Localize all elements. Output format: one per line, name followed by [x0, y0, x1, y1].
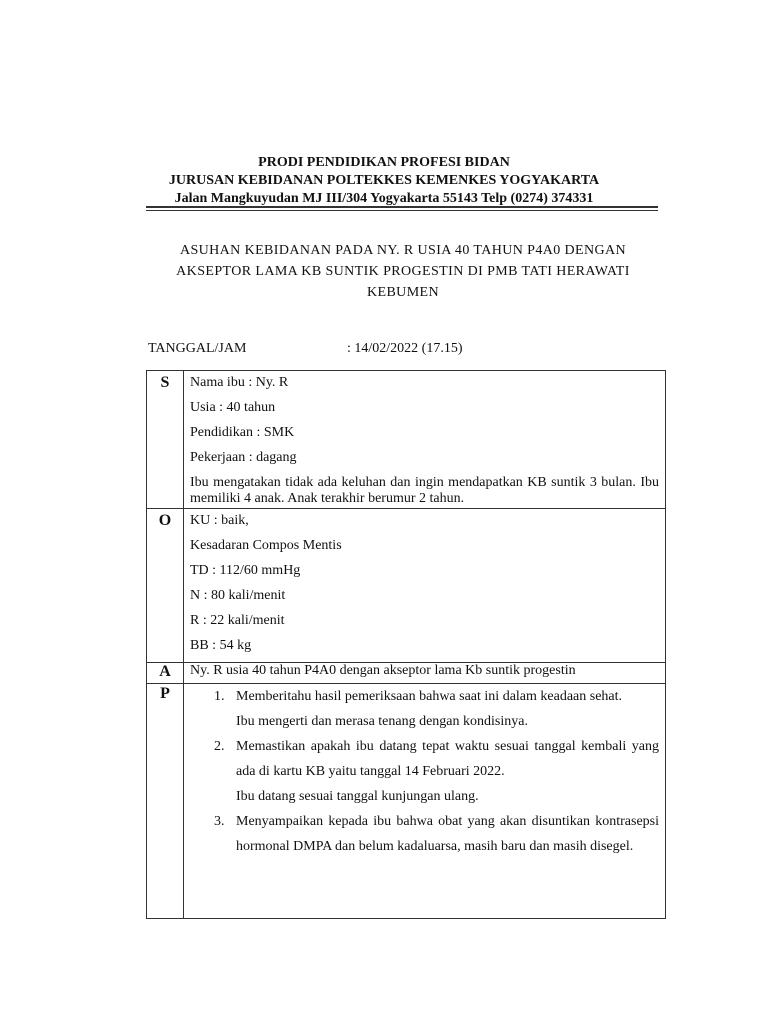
respiration: R : 22 kali/menit	[190, 613, 285, 628]
objective-content	[184, 509, 666, 663]
subjective-complaint: Ibu mengatakan tidak ada keluhan dan ingin mendapatkan KB suntik 3 bulan. Ibu memiliki 4 anak. Anak terakhir berumur 2 tahun.	[190, 475, 659, 506]
plan-item-number: 3.	[214, 814, 225, 829]
soap-row-assessment	[147, 663, 666, 684]
body-weight: BB : 54 kg	[190, 638, 252, 653]
title-line-1: ASUHAN KEBIDANAN PADA NY. R USIA 40 TAHUN P4A0 DENGAN	[179, 243, 627, 258]
soap-table	[146, 370, 666, 919]
soap-row-subjective	[147, 371, 666, 509]
patient-occupation: Pekerjaan : dagang	[190, 450, 297, 465]
header-divider-thin	[146, 210, 658, 211]
soap-letter-o: O	[147, 509, 184, 663]
title-line-2: AKSEPTOR LAMA KB SUNTIK PROGESTIN DI PMB TATI HERAWATI	[176, 264, 630, 279]
header-program: PRODI PENDIDIKAN PROFESI BIDAN	[258, 155, 510, 170]
header-divider-thick	[146, 206, 658, 208]
date-label: TANGGAL/JAM	[148, 341, 247, 356]
plan-item-action: Menyampaikan kepada ibu bahwa obat yang akan disuntikan kontrasepsi hormonal DMPA dan belum kadaluarsa, masih baru dan masih disegel.	[236, 814, 659, 854]
patient-name: Nama ibu : Ny. R	[190, 375, 289, 390]
soap-letter-a: A	[147, 663, 184, 684]
plan-item	[190, 684, 659, 734]
institution-header	[0, 154, 768, 208]
soap-letter-p: P	[147, 684, 184, 919]
soap-letter-s: S	[147, 371, 184, 509]
plan-item-number: 1.	[214, 689, 225, 704]
plan-content	[184, 684, 666, 919]
header-department: JURUSAN KEBIDANAN POLTEKKES KEMENKES YOGYAKARTA	[168, 173, 600, 188]
header-address: Jalan Mangkuyudan MJ III/304 Yogyakarta 55143 Telp (0274) 374331	[174, 191, 594, 206]
plan-item	[190, 734, 659, 809]
plan-item-action: Memastikan apakah ibu datang tepat waktu sesuai tanggal kembali yang ada di kartu KB yaitu tanggal 14 Februari 2022.	[236, 739, 659, 779]
assessment-content	[184, 663, 666, 684]
patient-age: Usia : 40 tahun	[190, 400, 276, 415]
assessment-text: Ny. R usia 40 tahun P4A0 dengan akseptor lama Kb suntik progestin	[190, 663, 576, 678]
soap-row-objective	[147, 509, 666, 663]
subjective-content	[184, 371, 666, 509]
title-line-3: KEBUMEN	[366, 285, 440, 300]
blood-pressure: TD : 112/60 mmHg	[190, 563, 301, 578]
date-value: : 14/02/2022 (17.15)	[347, 341, 463, 356]
plan-item-action: Memberitahu hasil pemeriksaan bahwa saat ini dalam keadaan sehat.	[236, 689, 623, 704]
patient-education: Pendidikan : SMK	[190, 425, 295, 440]
plan-item	[190, 809, 659, 859]
pulse: N : 80 kali/menit	[190, 588, 286, 603]
consciousness: Kesadaran Compos Mentis	[190, 538, 342, 553]
document-title	[120, 240, 686, 303]
general-condition: KU : baik,	[190, 513, 249, 528]
plan-item-response: Ibu mengerti dan merasa tenang dengan kondisinya.	[236, 714, 528, 729]
plan-list	[190, 684, 659, 859]
soap-row-plan	[147, 684, 666, 919]
plan-item-response: Ibu datang sesuai tanggal kunjungan ulang.	[236, 789, 479, 804]
plan-item-number: 2.	[214, 739, 225, 754]
